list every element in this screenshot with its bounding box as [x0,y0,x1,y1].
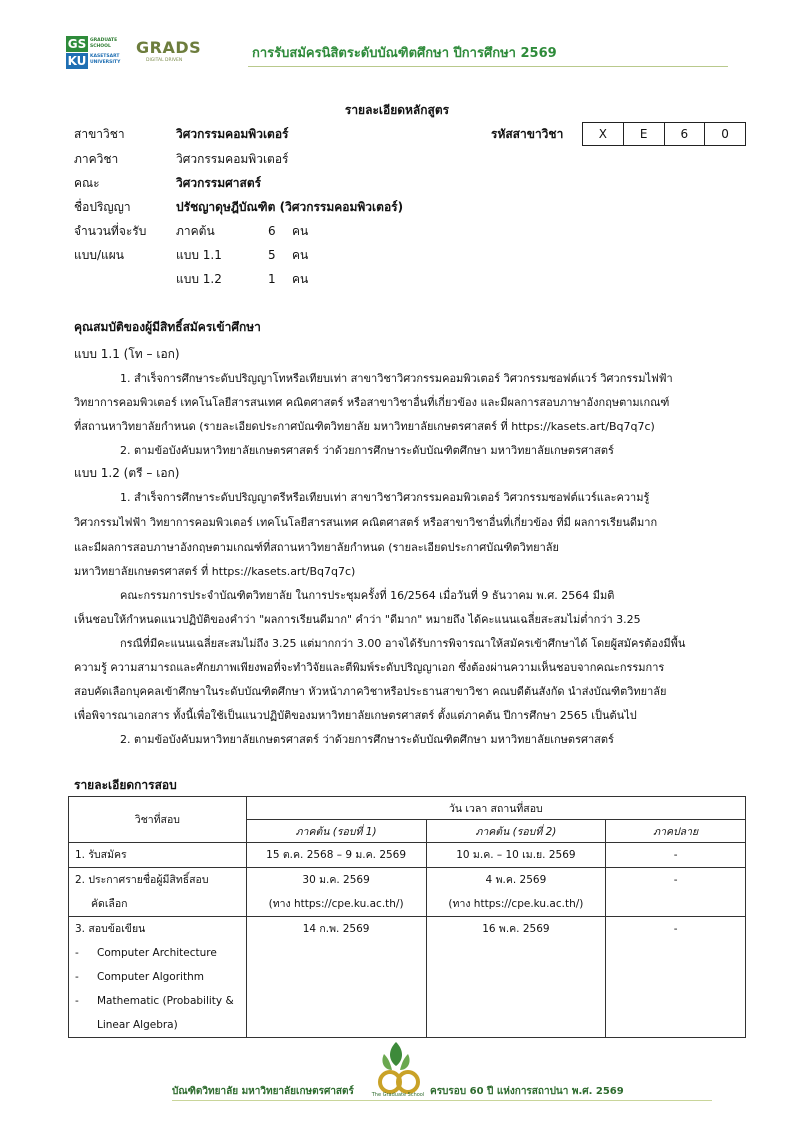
code-char: E [623,123,664,145]
plan1-unit: คน [292,248,309,262]
row-link: (ทาง https://cpe.ku.ac.th/) [448,898,584,910]
plan12-line: สอบคัดเลือกบุคคลเข้าศึกษาในระดับบัณฑิตศึกษา หัวหน้าภาควิชาหรือประธานสาขาวิชา คณบดีต้นสังกัด นำส่งบัณฑิตวิทยาลัย [74,685,667,698]
exam-subject-item: - Mathematic (Probability & [75,995,234,1007]
plan12-title: แบบ 1.2 (ตรี – เอก) [74,466,180,480]
exam-subject-name: Mathematic (Probability & [97,995,234,1007]
code-char: 0 [704,123,745,145]
degree-label: ชื่อปริญญา [74,200,131,214]
table-header-row [69,797,746,820]
plan12-line: 1. สำเร็จการศึกษาระดับปริญญาตรีหรือเทียบเท่า สาขาวิชาวิศวกรรมคอมพิวเตอร์ วิศวกรรมซอฟต์แวร์และความรู้ [120,491,650,504]
exam-subject-name: Computer Architecture [97,947,217,959]
faculty-value: วิศวกรรมศาสตร์ [176,176,262,190]
row-value: 14 ก.พ. 2569 [246,917,426,1038]
plan12-line: มหาวิทยาลัยเกษตรศาสตร์ ที่ https://kasets.art/Bq7q7c) [74,565,356,578]
quota-term: ภาคต้น [176,224,215,238]
logo-gs: GS [67,37,87,51]
grads-tagline: DIGITAL DRIVEN [146,58,183,63]
quota-unit: คน [292,224,309,238]
footer-left-text: บัณฑิตวิทยาลัย มหาวิทยาลัยเกษตรศาสตร์ [172,1086,354,1097]
table-row [69,843,746,868]
row-value: 16 พ.ค. 2569 [426,917,606,1038]
footer-right-text: ครบรอบ 60 ปี แห่งการสถาปนา พ.ศ. 2569 [430,1086,624,1097]
table-row [69,868,746,917]
plan12-line: กรณีที่มีคะแนนเฉลี่ยสะสมไม่ถึง 3.25 แต่มากกว่า 3.00 อาจได้รับการพิจารณาให้สมัครเข้าศึกษาได้ โดยผู้สมัครต้องมีพื้น [120,637,686,650]
col-round1: ภาคต้น (รอบที่ 1) [246,820,426,843]
code-char: X [598,127,607,141]
row-value [426,868,606,917]
header-title: การรับสมัครนิสิตระดับบัณฑิตศึกษา ปีการศึกษา 2569 [252,46,557,61]
plan1-name: แบบ 1.1 [176,248,222,262]
field-value: วิศวกรรมคอมพิวเตอร์ [176,127,289,141]
plan11-line: ที่สถานหาวิทยาลัยกำหนด (รายละเอียดประกาศบัณฑิตวิทยาลัย มหาวิทยาลัยเกษตรศาสตร์ ที่ https://kasets.art/Bq7q7c) [74,420,655,433]
col-round2: ภาคต้น (รอบที่ 2) [426,820,606,843]
plan1-number: 5 [268,248,276,262]
exam-subject-item: - Computer Algorithm [75,971,204,983]
logo-line: KASETSART [90,54,120,59]
page-header [66,36,728,70]
row-value: - [606,843,746,868]
plan2-unit: คน [292,272,309,286]
quota-label: จำนวนที่จะรับ [74,224,147,238]
exam-subject-name: Linear Algebra) [97,1019,178,1031]
plan12-line: และมีผลการสอบภาษาอังกฤษตามเกณฑ์ที่สถานหาวิทยาลัยกำหนด (รายละเอียดประกาศบัณฑิตวิทยาลัย [74,541,559,554]
row-label-line: 2. ประกาศรายชื่อผู้มีสิทธิ์สอบ [75,874,209,886]
row-label [69,868,247,917]
faculty-label: คณะ [74,176,100,190]
plan12-line: เพื่อพิจารณาเอกสาร ทั้งนี้เพื่อใช้เป็นแนวปฏิบัติของมหาวิทยาลัยเกษตรศาสตร์ ตั้งแต่ภาคต้น ปีการศึกษา 2565 เป็นต้นไป [74,709,637,722]
row-label-line: 3. สอบข้อเขียน [75,923,146,935]
plan2-number: 1 [268,272,276,286]
logo-ku: KU [67,54,87,68]
program-code-box [582,122,746,146]
code-char: 6 [664,123,705,145]
qualifications-heading: คุณสมบัติของผู้มีสิทธิ์สมัครเข้าศึกษา [74,320,261,334]
plan11-line: 2. ตามข้อบังคับมหาวิทยาลัยเกษตรศาสตร์ ว่าด้วยการศึกษาระดับบัณฑิตศึกษา มหาวิทยาลัยเกษตรศาสตร์ [120,444,614,457]
grads-logo: GRADS [136,38,202,57]
plan-label: แบบ/แผน [74,248,124,262]
dept-value: วิศวกรรมคอมพิวเตอร์ [176,152,289,166]
field-label: สาขาวิชา [74,127,125,141]
plan12-line: ความรู้ ความสามารถและศักยภาพเพียงพอที่จะทำวิจัยและตีพิมพ์ระดับปริญญาเอก ซึ่งต้องผ่านความเห็นชอบจากคณะกรรมการ [74,661,665,674]
exam-table [68,796,746,1038]
plan2-name: แบบ 1.2 [176,272,222,286]
row-label [69,917,247,1038]
row-date: 4 พ.ค. 2569 [485,874,547,886]
plan12-line: วิศวกรรมไฟฟ้า วิทยาการคอมพิวเตอร์ เทคโนโลยีสารสนเทศ คณิตศาสตร์ หรือสาขาวิชาอื่นที่เกี่ยวข้อง ที่มี ผลการเรียนดีมาก [74,516,658,529]
plan11-title: แบบ 1.1 (โท – เอก) [74,347,180,361]
degree-value: ปรัชญาดุษฎีบัณฑิต (วิศวกรรมคอมพิวเตอร์) [176,200,404,214]
row-label-line: คัดเลือก [91,898,128,910]
col-group: วัน เวลา สถานที่สอบ [246,797,745,820]
row-value [246,868,426,917]
logo-line: UNIVERSITY [90,60,121,65]
plan11-line: 1. สำเร็จการศึกษาระดับปริญญาโทหรือเทียบเท่า สาขาวิชาวิศวกรรมคอมพิวเตอร์ วิศวกรรมซอฟต์แวร์ วิศวกรรมไฟฟ้า [120,372,673,385]
logo-line: GRADUATE [90,38,118,43]
col-round3: ภาคปลาย [606,820,746,843]
logo-line: SCHOOL [90,44,111,49]
col-subject: วิชาที่สอบ [69,797,247,843]
exam-subject-name: Computer Algorithm [97,971,204,983]
row-value: 15 ต.ค. 2568 – 9 ม.ค. 2569 [246,843,426,868]
footer-divider [172,1100,712,1101]
gsku-logo [66,36,122,70]
row-date: 30 ม.ค. 2569 [302,874,370,886]
plan11-line: วิทยาการคอมพิวเตอร์ เทคโนโลยีสารสนเทศ คณิตศาสตร์ หรือสาขาวิชาอื่นที่เกี่ยวข้อง และมีผลการสอบภาษาอังกฤษตามเกณฑ์ [74,396,670,409]
quota-number: 6 [268,224,276,238]
plan12-line: 2. ตามข้อบังคับมหาวิทยาลัยเกษตรศาสตร์ ว่าด้วยการศึกษาระดับบัณฑิตศึกษา มหาวิทยาลัยเกษตรศาสตร์ [120,733,614,746]
exam-subject-item: - Computer Architecture [75,947,217,959]
row-value: 10 ม.ค. – 10 เม.ย. 2569 [426,843,606,868]
program-heading: รายละเอียดหลักสูตร [344,103,450,117]
plan12-line: เห็นชอบให้กำหนดแนวปฏิบัติของคำว่า "ผลการเรียนดีมาก" คำว่า "ดีมาก" หมายถึง ได้คะแนนเฉลี่ยสะสมไม่ต่ำกว่า 3.25 [74,613,641,626]
row-value: - [606,868,746,917]
plan12-line: คณะกรรมการประจำบัณฑิตวิทยาลัย ในการประชุมครั้งที่ 16/2564 เมื่อวันที่ 9 ธันวาคม พ.ศ. 2564 มีมติ [120,589,615,602]
code-label: รหัสสาขาวิชา [491,127,564,141]
dept-label: ภาควิชา [74,152,119,166]
header-divider [248,66,728,67]
exam-heading: รายละเอียดการสอบ [74,778,177,792]
row-link: (ทาง https://cpe.ku.ac.th/) [268,898,404,910]
table-row [69,917,746,1038]
row-label: 1. รับสมัคร [69,843,247,868]
row-value: - [606,917,746,1038]
logo-caption: The Graduate School [371,1092,425,1098]
